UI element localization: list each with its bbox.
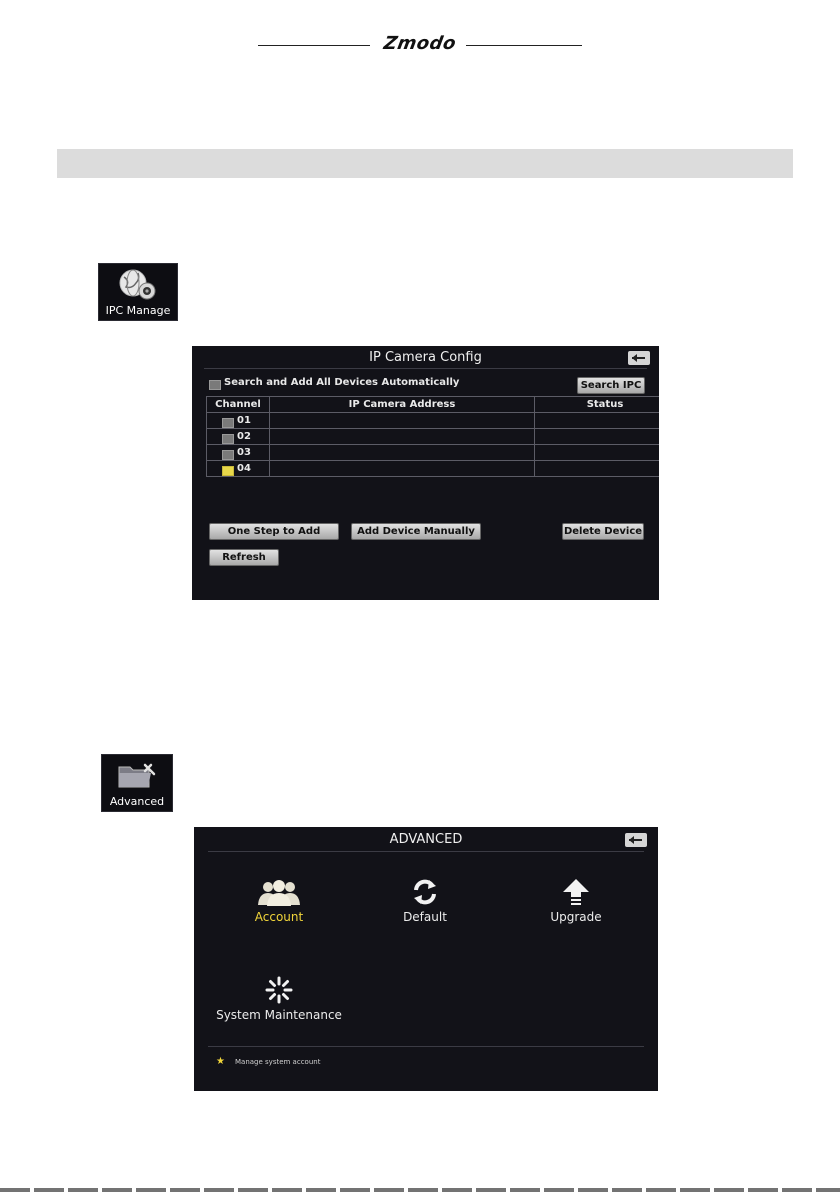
- channel-cell: [207, 461, 270, 477]
- status-cell: [535, 413, 660, 429]
- default-label: Default: [403, 910, 447, 924]
- ip-address-cell: [270, 461, 535, 477]
- channel-cell: [207, 429, 270, 445]
- advanced-screen: [194, 827, 658, 1091]
- brand-logo: Zmodo: [382, 33, 458, 54]
- table-header-row: [207, 397, 660, 413]
- one-step-add-button[interactable]: One Step to Add: [209, 523, 339, 540]
- upgrade-item[interactable]: [531, 877, 621, 924]
- account-label: Account: [254, 910, 304, 924]
- footer-divider: [208, 1046, 644, 1047]
- add-device-manually-button[interactable]: Add Device Manually: [351, 523, 481, 540]
- col-ip-address: IP Camera Address: [270, 397, 535, 413]
- row-checkbox[interactable]: [222, 418, 234, 428]
- channel-number: 04: [237, 463, 251, 474]
- screen-title: ADVANCED: [389, 832, 463, 847]
- ipc-manage-label: IPC Manage: [105, 304, 171, 317]
- auto-add-checkbox[interactable]: [209, 380, 221, 390]
- account-item[interactable]: [234, 877, 324, 924]
- back-button[interactable]: [625, 833, 647, 847]
- auto-add-label: Search and Add All Devices Automatically: [224, 377, 460, 388]
- camera-table: [206, 396, 659, 477]
- ipc-manage-tile: [98, 263, 178, 321]
- search-ipc-button[interactable]: Search IPC: [577, 377, 645, 394]
- page-footer-strip: [0, 1188, 840, 1192]
- status-cell: [535, 429, 660, 445]
- upload-arrow-icon: [561, 877, 591, 907]
- upgrade-label: Upgrade: [550, 910, 602, 924]
- back-button[interactable]: [628, 351, 650, 365]
- globe-camera-icon: [116, 267, 160, 305]
- status-cell: [535, 461, 660, 477]
- default-item[interactable]: [380, 877, 470, 924]
- col-channel: Channel: [207, 397, 270, 413]
- delete-device-button[interactable]: Delete Device: [562, 523, 644, 540]
- table-row[interactable]: [207, 429, 660, 445]
- folder-wrench-icon: [116, 761, 158, 791]
- screen-title: IP Camera Config: [369, 350, 482, 365]
- users-icon: [256, 877, 302, 907]
- title-divider: [204, 368, 647, 369]
- refresh-button[interactable]: Refresh: [209, 549, 279, 566]
- col-status: Status: [535, 397, 660, 413]
- hint-star-icon: ★: [216, 1056, 225, 1067]
- channel-cell: [207, 445, 270, 461]
- row-checkbox[interactable]: [222, 450, 234, 460]
- channel-number: 03: [237, 447, 251, 458]
- refresh-icon: [410, 877, 440, 907]
- header-rule-left: [258, 45, 370, 46]
- row-checkbox[interactable]: [222, 434, 234, 444]
- channel-number: 02: [237, 431, 251, 442]
- status-cell: [535, 445, 660, 461]
- channel-number: 01: [237, 415, 251, 426]
- hint-text: Manage system account: [235, 1058, 321, 1066]
- advanced-tile: [101, 754, 173, 812]
- ip-camera-config-screen: [192, 346, 659, 600]
- ip-address-cell: [270, 445, 535, 461]
- header-rule-right: [466, 45, 582, 46]
- section-band: [57, 149, 793, 178]
- spinner-icon: [264, 975, 294, 1005]
- table-row[interactable]: [207, 413, 660, 429]
- system-maintenance-item[interactable]: [214, 975, 344, 1022]
- table-row[interactable]: [207, 461, 660, 477]
- table-row[interactable]: [207, 445, 660, 461]
- ip-address-cell: [270, 429, 535, 445]
- channel-cell: [207, 413, 270, 429]
- advanced-label: Advanced: [109, 795, 165, 808]
- system-maintenance-label: System Maintenance: [216, 1008, 342, 1022]
- title-divider: [208, 851, 644, 852]
- ip-address-cell: [270, 413, 535, 429]
- row-checkbox[interactable]: [222, 466, 234, 476]
